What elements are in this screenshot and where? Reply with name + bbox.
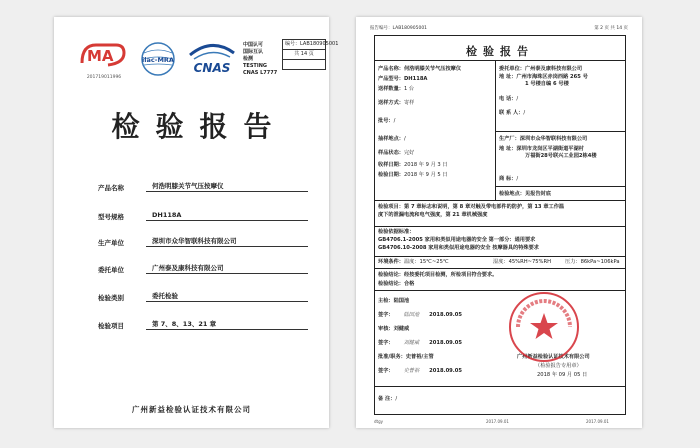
official-red-stamp (506, 289, 582, 365)
remark: / (395, 396, 398, 402)
field-label: 检验类别 (98, 294, 124, 302)
sample-qty: 1 台 (403, 86, 415, 92)
sign-date: 2018.09.05 (429, 340, 462, 346)
basis-standard-1: GB4706.1-2005 家用和类似用途电器的安全 第一部分：通用要求 (378, 237, 536, 243)
client-name: 广州泰及康科技有限公司 (524, 66, 583, 72)
cnas-info-line: TESTING (243, 63, 267, 69)
field-label: 型号规格 (98, 213, 124, 221)
cover-field-items (98, 319, 308, 331)
cnas-info-line: CNAS L7777 (243, 70, 278, 76)
report-pages: 第 2 页 共 14 页 (594, 26, 628, 31)
result: 合格 (403, 281, 415, 287)
cover-field-maker (98, 236, 308, 248)
field-label: 产品名称 (98, 184, 124, 192)
footer-logo: dtgy (374, 419, 384, 424)
phone: / (516, 96, 519, 102)
maker-address-2: 万福街28号联兴工业园2栋4楼 (525, 153, 597, 159)
footer-date-2: 2017.09.01 (586, 419, 609, 424)
label: 产品名称： (378, 66, 404, 72)
label: 送样方式： (378, 100, 404, 106)
receive-date: 2018 年 9 月 3 日 (403, 162, 448, 168)
label: 送样数量： (378, 86, 404, 92)
cover-page (54, 17, 339, 428)
label: 抽样地点： (378, 136, 404, 142)
cma-number: 201719011996 (86, 75, 122, 80)
reviewer: 刘健威 (393, 326, 410, 332)
cnas-info-line: 检测 (243, 56, 254, 62)
field-label: 委托单位 (98, 266, 124, 274)
cnas-logo (184, 39, 240, 79)
contact: / (523, 110, 526, 116)
cover-footer: 广州新益检验认证技术有限公司 (132, 405, 251, 414)
test-items: 第 7 章标志和说明，第 8 章对触及带电部件的防护，第 13 章工作温 (403, 204, 565, 210)
label: 电 话： (499, 96, 517, 102)
cert-number: LAB180905001 (300, 41, 339, 47)
label: 委托单位： (499, 66, 525, 72)
stamp-subtitle: （检验报告专用章） (535, 363, 582, 369)
test-date: 2018 年 9 月 5 日 (403, 172, 448, 178)
stamp-date: 2018 年 09 月 05 日 (537, 372, 588, 378)
field-value: 深圳市众华智联科技有限公司 (146, 236, 308, 247)
field-value: 广州泰及康科技有限公司 (146, 263, 308, 274)
cover-field-client (98, 263, 308, 275)
report-title: 检验报告 (466, 45, 534, 58)
env-pressure: 压力：86kPa~106kPa (565, 259, 620, 265)
cma-logo (78, 39, 128, 71)
sign-date: 2018.09.05 (429, 312, 462, 318)
ilac-mra-logo (136, 39, 180, 79)
conclusion: 经按委托项目检测，所检项目符合要求。 (403, 272, 498, 278)
label: 签字： (378, 312, 394, 318)
client-address-2: 1 号楼自编 6 号楼 (525, 81, 569, 87)
report-page (356, 17, 642, 428)
cert-pages: 共 14 页 (283, 50, 325, 60)
label: 备 注： (378, 396, 396, 402)
maker-address: 深圳市龙岗区平湖街道平湖村 (516, 146, 584, 152)
field-label: 生产单位 (98, 239, 124, 247)
cnas-info-line: 中国认可 (243, 42, 264, 48)
cert-box (282, 39, 339, 70)
cover-title: 检验报告 (111, 110, 288, 143)
label: 地 址： (499, 74, 517, 80)
sign-date: 2018.09.05 (429, 368, 462, 374)
label: 环境条件： (378, 259, 404, 265)
label: 样品状态： (378, 150, 404, 156)
label: 检验结论： (378, 281, 404, 287)
field-value: 第 7、8、13、21 章 (146, 319, 308, 330)
brand: / (516, 176, 519, 182)
approver-2: 史普裕/主管 (405, 354, 434, 360)
product-model: DH118A (403, 76, 428, 82)
footer-date-1: 2017.09.01 (486, 419, 509, 424)
label: 产品型号： (378, 76, 404, 82)
label: 签字： (378, 340, 394, 346)
cnas-text: CNAS (193, 61, 231, 75)
cover-field-model (98, 210, 308, 222)
label: 生产厂： (499, 136, 520, 142)
field-value: 委托检验 (146, 291, 308, 302)
label: 签字： (378, 368, 394, 374)
label: 检验项目： (378, 204, 404, 210)
report-table: 检验报告 产品名称：何浩明膝关节气压按摩仪 产品型号：DH118A 送样数量：1 台 送样方式：寄样 批号：/ 抽样地点：/ 样品状态：完好 收样日期：2018 年 9 月 3 日 检验日期：2018 年 9 月 5 日 委托单位：广州泰及康科技有限公司 地 址：广州市海珠区赤岗西路 265 号 1 号楼自编 6 号楼 电 话：/ 联 系 人：/ 生产厂：深圳市众华智联科技有限公司 地 址：深圳市龙岗区平湖街道平湖村 万福街28号联兴工业园2栋4楼 商 标：/ 检验地点：见报告封底 检验项目：第 7 章标志和说明，第 8 章对触及带电部件的防护，第 13 章工作温 度下的泄漏电流和电气强度，第 21 章机械强度 检验依据标准： GB4706.1-2005 家用和类似用途电器的安全 第一部分：通用要求 GB4706.10-2008 家用和类似用途电器的安全 按摩器具的特殊要求 环境条件：温度：15℃~25℃ 湿度：45%RH~75%RH 压力：86kPa~106kPa 检验结论：经按委托项目检测，所检项目符合要求。 检验结论：合格 主检：陆国池 签字： 陆国池 2018.09.05 审核：刘健威 签字： 刘健威 2018.09.05 批准/职务：史普裕/主管 签字： 史普裕 2018.09.05 广州新益检验认证技术有限公司 （检验报告专用章） 2018 年 09 月 05 日 备 注：/ (374, 35, 626, 415)
test-place: 见报告封底 (524, 191, 551, 197)
client-address: 广州市海珠区赤岗西路 265 号 (516, 74, 588, 80)
cover-field-product (98, 181, 308, 193)
cover-field-category (98, 291, 308, 303)
label: 审核： (378, 326, 394, 332)
label: 商 标： (499, 176, 517, 182)
label: 批号： (378, 118, 394, 124)
label: 检验地点： (499, 191, 525, 197)
env-humidity: 湿度：45%RH~75%RH (493, 259, 551, 265)
company-name: 广州新益检验认证技术有限公司 (517, 354, 590, 360)
label: 检验结论： (378, 272, 404, 278)
sample-method: 寄样 (403, 100, 415, 106)
field-value: 何浩明膝关节气压按摩仪 (146, 181, 308, 192)
label: 主检： (378, 298, 394, 304)
product-name: 何浩明膝关节气压按摩仪 (403, 66, 462, 72)
label: 批准/职务： (378, 354, 406, 360)
label: 检验日期： (378, 172, 404, 178)
field-label: 检验项目 (98, 322, 124, 330)
field-value: DH118A (146, 210, 308, 221)
sampling-place: / (403, 136, 406, 142)
cma-text: MA (87, 47, 114, 65)
label: 地 址： (499, 146, 517, 152)
ilac-text: ilac-MRA (142, 56, 174, 64)
maker-name: 深圳市众华智联科技有限公司 (519, 136, 588, 142)
cnas-info (243, 42, 277, 77)
report-number: 报告编号：LAB180905001 (370, 26, 428, 31)
sample-condition: 完好 (403, 150, 415, 156)
test-items-2: 度下的泄漏电流和电气强度，第 21 章机械强度 (378, 212, 488, 218)
label: 联 系 人： (499, 110, 524, 116)
cnas-info-line: 国际互认 (243, 49, 264, 55)
batch: / (393, 118, 396, 124)
label: 收样日期： (378, 162, 404, 168)
approver: 陆国池 (393, 298, 410, 304)
basis-label: 检验依据标准： (378, 229, 415, 235)
cert-number-label: 编号： (285, 41, 301, 47)
env-temp: 温度：15℃~25℃ (403, 259, 449, 265)
basis-standard-2: GB4706.10-2008 家用和类似用途电器的安全 按摩器具的特殊要求 (378, 245, 539, 251)
